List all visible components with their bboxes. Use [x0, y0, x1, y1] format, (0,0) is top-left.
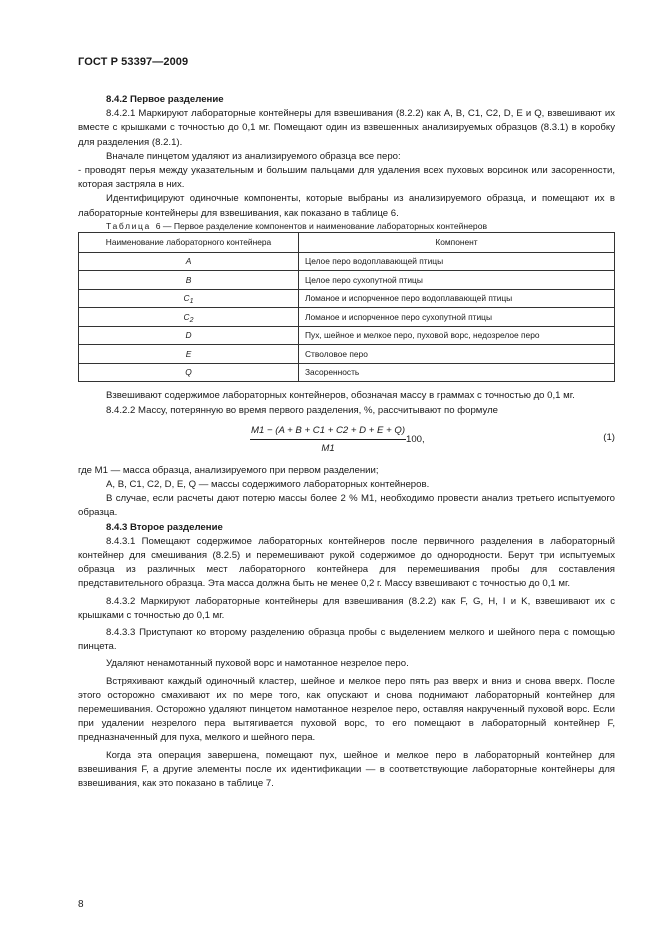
para-8432: 8.4.3.2 Маркируют лабораторные контейнеры для взвешивания (8.2.2) как F, G, H, I и K, взвешивают их с крышками с точностью до 0,1 мг. — [78, 595, 615, 621]
component-name: Засоренность — [299, 363, 615, 382]
container-name: E — [79, 345, 299, 364]
section-842-title: 8.4.2 Первое разделение — [106, 94, 224, 105]
container-name: B — [79, 271, 299, 290]
table-row — [79, 252, 615, 271]
para-842-extract: Вначале пинцетом удаляют из анализируемого образца все перо: — [106, 150, 401, 162]
table-row — [79, 271, 615, 290]
para-operation-complete: Когда эта операция завершена, помещают пух, шейное и мелкое перо в лабораторный контейнер для взвешивания F, а другие элементы после их идентификации — в соответствующие лабораторные контейнеры для взвешивания, как это показано в таблице 7. — [78, 749, 615, 789]
component-name: Целое перо сухопутной птицы — [299, 271, 615, 290]
para-8421: 8.4.2.1 Маркируют лабораторные контейнеры для взвешивания (8.2.2) как A, B, C1, C2, D, E и Q, взвешивают их вместе с крышками с точностью до 0,1 мг. Помещают один из взвешенных анализируемых образцов (8.3.1) в коробку для разделения (8.2.1). — [78, 108, 615, 148]
table6-caption — [78, 221, 615, 232]
para-8431: 8.4.3.1 Помещают содержимое лабораторных контейнеров после первичного разделения в лабораторный контейнер для смешивания (8.2.5) и перемешивают рукой содержимое до однородности. Берут три испытуемых образца из различных мест лабораторного контейнера для перемешивания пробы для составления представительного образца. Эта масса должна быть не менее 0,2 г. Массу взвешивают с точностью до 0,1 мг. — [78, 535, 615, 590]
para-remove-down: Удаляют ненамотанный пуховой ворс и намотанное незрелое перо. — [106, 658, 409, 670]
formula-number: (1) — [603, 431, 615, 443]
table-row — [79, 345, 615, 364]
table6 — [78, 232, 615, 383]
formula-factor: 100, — [406, 433, 425, 445]
table6-caption-label: Таблица — [106, 220, 151, 231]
where-masses: A, B, C1, C2, D, E, Q — массы содержимого лабораторных контейнеров. — [106, 478, 430, 490]
component-name: Ломаное и испорченное перо сухопутной птицы — [299, 308, 615, 327]
formula-1 — [78, 422, 615, 460]
table6-col-container: Наименование лабораторного контейнера — [79, 232, 299, 252]
page-number: 8 — [78, 899, 84, 910]
table6-caption-text: 6 — Первое разделение компонентов и наименование лабораторных контейнеров — [155, 220, 488, 231]
container-name: D — [79, 326, 299, 345]
container-name: $C_1$ — [79, 289, 299, 308]
formula-numerator: M1 − (A + B + C1 + C2 + D + E + Q) — [250, 424, 406, 440]
table-row — [79, 326, 615, 345]
para-shake-cluster: Встряхивают каждый одиночный кластер, шейное и мелкое перо пять раз вверх и вниз и снова вверх. После этого осторожно смахивают их по мере того, как опускают и снова поднимают лабораторный контейнер для перемешивания. Осторожно удаляют пинцетом намотанное незрелое перо, оставляя накрученный пуховой ворс. Если при удалении незрелого пера вытягивается пуховой ворс, то его помещают в лабораторный контейнер F, предназначенный для пуха, мелкого и шейного пера. — [78, 675, 615, 744]
table6-col-component: Компонент — [299, 232, 615, 252]
para-mass-loss: В случае, если расчеты дают потерю массы более 2 % M1, необходимо провести анализ третьего испытуемого образца. — [78, 493, 615, 519]
para-842-dash: - проводят перья между указательным и большим пальцами для удаления всех пуховых ворсинок или засоренности, которая застряла в них. — [78, 165, 615, 191]
table-row — [79, 289, 615, 308]
component-name: Стволовое перо — [299, 345, 615, 364]
component-name: Пух, шейное и мелкое перо, пуховой ворс, недозрелое перо — [299, 326, 615, 345]
table-row — [79, 363, 615, 382]
table-row — [79, 308, 615, 327]
formula-fraction — [250, 424, 406, 456]
table6-header-row — [79, 232, 615, 252]
formula-expression — [250, 424, 425, 456]
formula-denominator: M1 — [321, 442, 335, 454]
container-name: A — [79, 252, 299, 271]
section-843-title: 8.4.3 Второе разделение — [106, 521, 223, 533]
page-content — [78, 93, 615, 791]
container-name: $C_2$ — [79, 308, 299, 327]
para-weigh-contents: Взвешивают содержимое лабораторных контейнеров, обозначая массу в граммах с точностью до 0,1 мг. — [106, 390, 575, 402]
para-8422: 8.4.2.2 Массу, потерянную во время первого разделения, %, рассчитывают по формуле — [106, 404, 499, 416]
container-name: Q — [79, 363, 299, 382]
para-842-identify: Идентифицируют одиночные компоненты, которые выбраны из анализируемого образца, и помещают их в лабораторные контейнеры для взвешивания, как показано в таблице 6. — [78, 193, 615, 219]
where-m1: где M1 — масса образца, анализируемого при первом разделении; — [78, 464, 379, 476]
standard-header: ГОСТ Р 53397—2009 — [78, 56, 189, 68]
para-8433: 8.4.3.3 Приступают ко второму разделению образца пробы с выделением мелкого и шейного пера с помощью пинцета. — [78, 626, 615, 653]
component-name: Целое перо водоплавающей птицы — [299, 252, 615, 271]
component-name: Ломаное и испорченное перо водоплавающей птицы — [299, 289, 615, 308]
